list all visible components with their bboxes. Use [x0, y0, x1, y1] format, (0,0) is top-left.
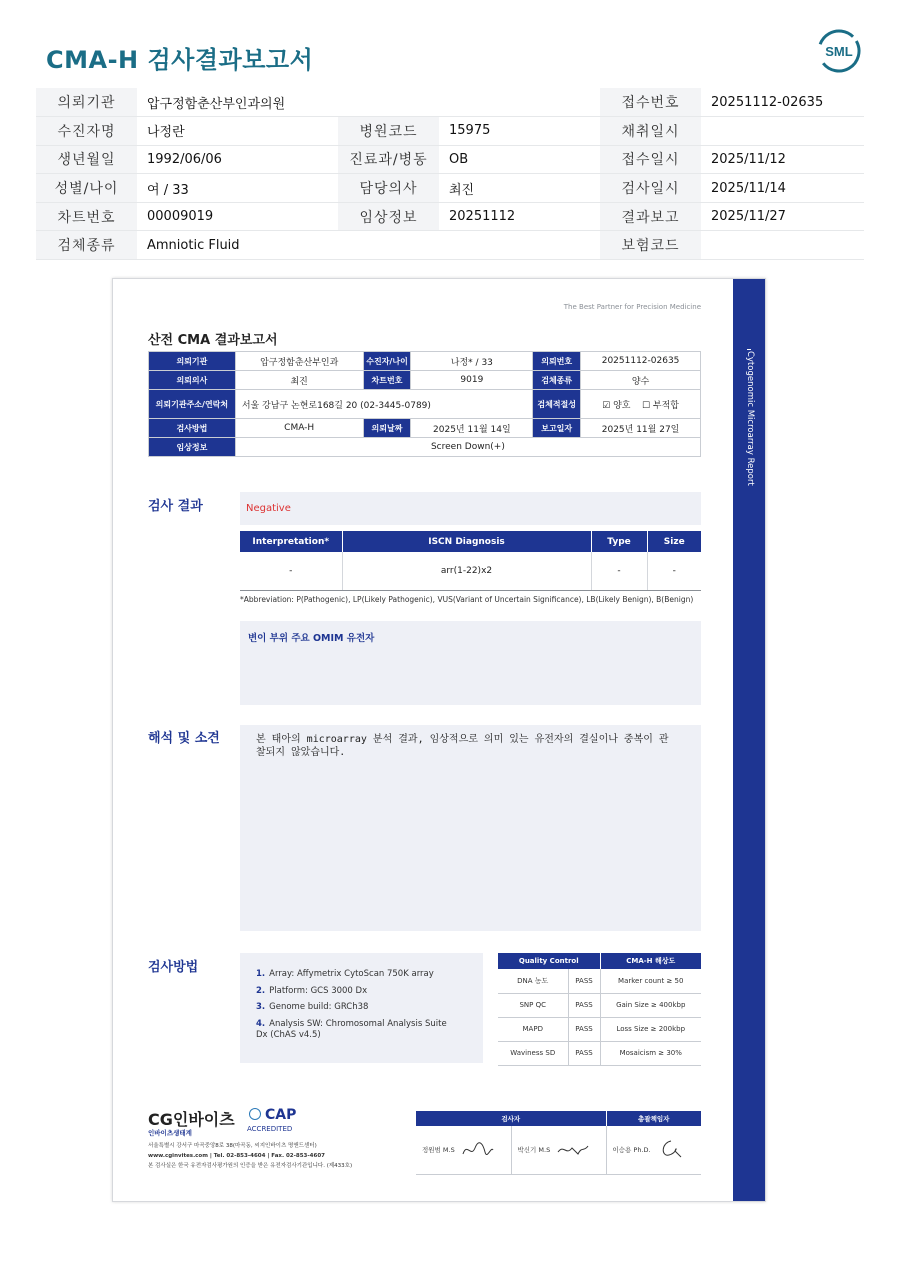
- info-row: [36, 174, 864, 203]
- info-label: 생년월일: [36, 145, 137, 174]
- info-row: [36, 145, 864, 174]
- interpretation-heading: 해석 및 소견: [148, 731, 220, 746]
- result-table: [240, 531, 701, 591]
- signer-cell: 이승용 Ph.D.: [606, 1126, 701, 1174]
- info-value: 00009019: [137, 202, 338, 231]
- omim-box: [240, 621, 701, 705]
- interpretation-text: 본 태아의 microarray 분석 결과, 임상적으로 의미 있는 유전자의 결실이나 중복이 관찰되지 않았습니다.: [256, 734, 669, 758]
- side-label: Cytogenomic Microarray Report: [745, 351, 755, 486]
- info-value: 나정란: [137, 117, 338, 146]
- column-header: CMA-H 해상도: [600, 953, 701, 969]
- list-item: 3. Genome build: GRCh38: [256, 1002, 369, 1012]
- info-label: 병원코드: [338, 117, 439, 146]
- info-label: 성별/나이: [36, 174, 137, 203]
- result-status-box: [240, 492, 701, 525]
- report-patient-table: [148, 351, 701, 457]
- table-cell: -: [591, 552, 647, 590]
- cell-value: CMA-H: [235, 419, 363, 438]
- list-item: 1. Array: Affymetrix CytoScan 750K array: [256, 969, 434, 979]
- info-label: 채취일시: [600, 117, 701, 146]
- tagline: The Best Partner for Precision Medicine: [563, 303, 701, 311]
- table-row: [240, 552, 701, 590]
- list-item: 2. Platform: GCS 3000 Dx: [256, 985, 368, 996]
- cap-seal-icon: [249, 1108, 261, 1120]
- column-header: 검사자: [416, 1111, 606, 1126]
- lab-logo: CG인바이츠: [148, 1110, 235, 1129]
- info-value: 2025/11/14: [701, 174, 864, 203]
- info-value: 1992/06/06: [137, 145, 338, 174]
- cell-value: 양수: [581, 371, 701, 390]
- interpretation-box: [240, 725, 701, 931]
- table-cell: arr(1-22)x2: [342, 552, 591, 590]
- signer-cell: 정원범 M.S: [416, 1126, 511, 1174]
- info-label: 수진자명: [36, 117, 137, 146]
- patient-info-table: [36, 88, 864, 260]
- signature-icon: [461, 1140, 495, 1160]
- info-label: 담당의사: [338, 174, 439, 203]
- signature-table: [416, 1111, 701, 1175]
- method-box: [240, 953, 483, 1063]
- qc-table: [498, 953, 701, 1066]
- adequacy-ok: ☑ 양호: [602, 400, 631, 411]
- column-header: 총괄책임자: [606, 1111, 701, 1126]
- table-row: MAPD PASS Loss Size ≥ 200kbp: [498, 1017, 701, 1041]
- report-document: [112, 278, 766, 1202]
- cell-value: Screen Down(+): [235, 438, 700, 457]
- lab-address: 서울특별시 강서구 마곡중앙8로 38(마곡동, 씨지인바이츠 명앤드센터) www.cginvites.com | Tel. 02-853-4604 | Fax. 02-853-4607 본 검사실은 한국 유전자검사평가원의 인증을 받은 유전자검사기관입니다. (제433호): [148, 1143, 353, 1169]
- info-value: OB: [439, 145, 600, 174]
- info-row: [36, 231, 864, 260]
- cell-header: 검사방법: [149, 419, 236, 438]
- info-value: 압구정함춘산부인과의원: [137, 88, 600, 117]
- info-label: 진료과/병동: [338, 145, 439, 174]
- info-value: Amniotic Fluid: [137, 231, 600, 260]
- method-list: [256, 969, 456, 1046]
- omim-heading: 변이 부위 주요 OMIM 유전자: [248, 633, 375, 644]
- cell-value: 나정* / 33: [411, 352, 533, 371]
- info-label: 접수번호: [600, 88, 701, 117]
- report-title: 산전 CMA 결과보고서: [148, 333, 278, 348]
- cap-logo-sub: ACCREDITED: [247, 1125, 293, 1133]
- cell-header: 의뢰기관: [149, 352, 236, 371]
- column-header: Quality Control: [498, 953, 600, 969]
- table-row: Waviness SD PASS Mosaicism ≥ 30%: [498, 1041, 701, 1065]
- cell-header: 의뢰의사: [149, 371, 236, 390]
- info-value: 20251112-02635: [701, 88, 864, 117]
- info-value: 여 / 33: [137, 174, 338, 203]
- sml-logo-icon: [816, 28, 862, 74]
- result-status: Negative: [246, 503, 291, 514]
- info-value: 15975: [439, 117, 600, 146]
- column-header: ISCN Diagnosis: [342, 531, 591, 552]
- info-label: 보험코드: [600, 231, 701, 260]
- side-mark: [747, 349, 751, 350]
- cell-header: 보고일자: [533, 419, 581, 438]
- info-value: 최진: [439, 174, 600, 203]
- info-label: 임상정보: [338, 202, 439, 231]
- info-label: 검체종류: [36, 231, 137, 260]
- cell-value: 최진: [235, 371, 363, 390]
- cell-value: 2025년 11월 14일: [411, 419, 533, 438]
- cell-header: 의뢰날짜: [363, 419, 411, 438]
- cell-value: 20251112-02635: [581, 352, 701, 371]
- signature-icon: [657, 1139, 683, 1161]
- signer-cell: 박신기 M.S: [511, 1126, 606, 1174]
- info-value: 2025/11/12: [701, 145, 864, 174]
- page-title: CMA-H 검사결과보고서: [46, 46, 314, 74]
- info-value: 20251112: [439, 202, 600, 231]
- cell-header: 검체종류: [533, 371, 581, 390]
- cell-header: 차트번호: [363, 371, 411, 390]
- logo-text: SML: [825, 44, 853, 59]
- info-label: 차트번호: [36, 202, 137, 231]
- column-header: Interpretation*: [240, 531, 342, 552]
- cell-value: 9019: [411, 371, 533, 390]
- column-header: Size: [647, 531, 701, 552]
- info-label: 접수일시: [600, 145, 701, 174]
- info-row: [36, 88, 864, 117]
- cell-header: 수진자/나이: [363, 352, 411, 371]
- signature-icon: [556, 1140, 590, 1160]
- info-label: 검사일시: [600, 174, 701, 203]
- cell-value: 서울 강남구 논현로168길 20 (02-3445-0789): [235, 390, 532, 419]
- info-row: [36, 117, 864, 146]
- info-row: [36, 202, 864, 231]
- info-value: [701, 117, 864, 146]
- info-value: 2025/11/27: [701, 202, 864, 231]
- cell-value: 2025년 11월 27일: [581, 419, 701, 438]
- cell-value: 압구정함춘산부인과: [235, 352, 363, 371]
- table-row: SNP QC PASS Gain Size ≥ 400kbp: [498, 993, 701, 1017]
- column-header: Type: [591, 531, 647, 552]
- lab-logo-sub: 인바이츠생태계: [148, 1129, 192, 1137]
- table-cell: -: [240, 552, 342, 590]
- cell-header: 의뢰번호: [533, 352, 581, 371]
- cell-header: 임상정보: [149, 438, 236, 457]
- result-heading: 검사 결과: [148, 499, 203, 514]
- info-label: 결과보고: [600, 202, 701, 231]
- table-row: DNA 농도 PASS Marker count ≥ 50: [498, 969, 701, 993]
- cell-header: 검체적절성: [533, 390, 581, 419]
- list-item: 4. Analysis SW: Chromosomal Analysis Suite Dx (ChAS v4.5): [256, 1018, 447, 1040]
- cell-header: 의뢰기관주소/연락처: [149, 390, 236, 419]
- specimen-adequacy: [581, 390, 701, 419]
- abbreviation-note: *Abbreviation: P(Pathogenic), LP(Likely Pathogenic), VUS(Variant of Uncertain Significance), LB(Likely Benign), B(Benign): [240, 595, 694, 604]
- table-cell: -: [647, 552, 701, 590]
- cap-logo: CAP: [265, 1107, 297, 1123]
- method-heading: 검사방법: [148, 960, 199, 975]
- info-label: 의뢰기관: [36, 88, 137, 117]
- adequacy-bad: ☐ 부적합: [641, 400, 679, 411]
- info-value: [701, 231, 864, 260]
